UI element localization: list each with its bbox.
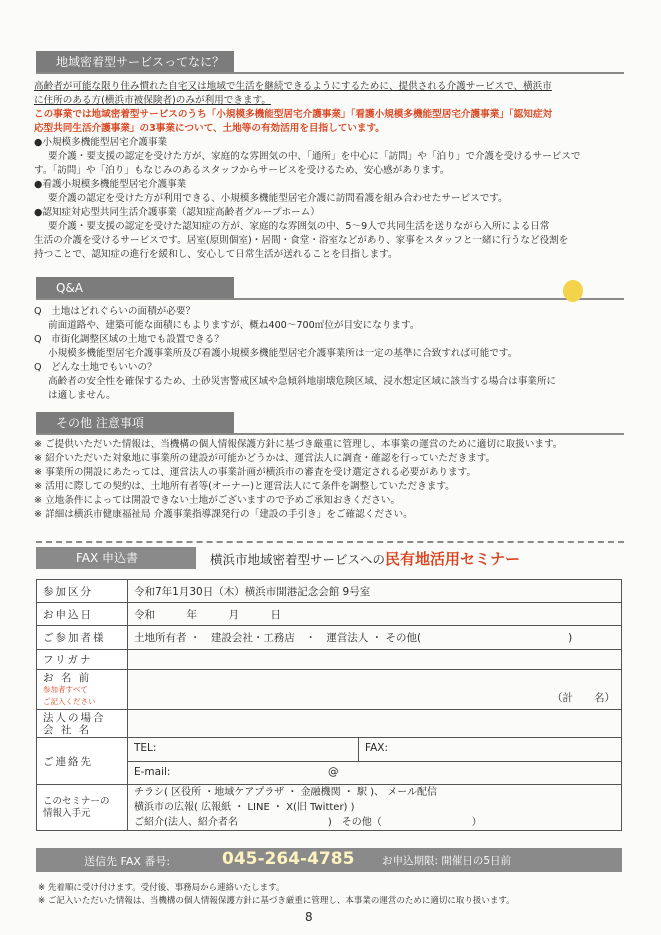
text-line: に住所のある方(横浜市被保険者)のみが利用できます。 [34,95,271,106]
lightbulb-icon [563,280,583,302]
value-kubun: 令和7年1月30日（木）横浜市開港記念会館 9号室 [128,580,622,603]
divider [36,433,624,435]
fax-form-subtitle [210,548,520,569]
text-line: 生活の介護を受けるサービスです。居室(原則個室)・居間・食堂・浴室などがあり、家事をスタッフと一緒に行うなど役割を [34,235,569,246]
text-line: ※ 活用に際しての契約は、土地所有者等(オーナー)と運営法人にて条件を調整していただきます。 [34,481,455,492]
text-line: 前面道路や、建築可能な面積にもよりますが、概ね400～700㎡位が目安になります。 [48,320,420,331]
contact-cell [128,738,622,785]
text-line: ●認知症対応型共同生活介護事業（認知症高齢者グループホーム） [34,207,320,218]
label-participant: ご参加者様 [37,626,128,650]
section-heading-notes: その他 注意事項 [36,412,234,434]
label-info-source: このセミナーの 情報入手元 [37,785,128,831]
text-line: は適しません。 [48,390,116,401]
text-line: ※ 詳細は横浜市健康福祉局 介護事業指導課発行の「建設の手引き」をご確認ください。 [34,509,413,520]
footnote: ※ 先着順に受け付けます。受付後、事務局から連絡いたします。 [38,883,285,893]
text-line: 要介護の認定を受けた方が利用できる、小規模多機能型居宅介護に訪問看護を組み合わせたサービスです。 [48,193,508,204]
text-line: Q 市街化調整区域の土地でも設置できる？ [34,334,224,345]
label-company: 法人の場合 会 社 名 [37,710,128,738]
participant-count: （計 名） [552,692,615,704]
divider [36,72,624,74]
text-line: ※ ご提供いただいた情報は、当機構の個人情報保護方針に基づき厳重に管理し、本事業の運営のために適切に取扱います。 [34,439,563,450]
application-form [36,579,622,831]
text-line: ※ 事業所の開設にあたっては、運営法人の事業計画が横浜市の審査を受け選定される必要があります。 [34,467,477,478]
name-note: 参加者すべて ご記入ください [43,684,96,706]
fax-number: 045-264-4785 [222,849,355,869]
text-line: 高齢者が可能な限り住み慣れた自宅又は地域で生活を継続できるようにするために、提供される介護サービスで、横浜市 [34,81,552,92]
text-line: ※ 立地条件によっては開設できない土地がございますので予めご承知おきください。 [34,495,401,506]
send-label: 送信先 FAX 番号: [84,855,171,868]
name-field[interactable] [128,670,622,710]
text-line: 応型共同生活介護事業」の3事業について、土地等の有効活用を目指しています。 [34,123,385,134]
section-heading-what: 地域密着型サービスってなに？ [36,51,234,73]
section-heading-qa: Q&A [36,277,234,299]
subtitle-prefix: 横浜市地域密着型サービスへの [210,552,386,567]
info-line: チラシ( 区役所 ・地域ケアプラザ ・ 金融機関 ・ 駅 )、 メール配信 [134,787,438,798]
text-line: 要介護・要支援の認定を受けた認知症の方が、家庭的な雰囲気の中、5～9人で共同生活を送りながら入所による日常 [48,221,550,232]
text-line: 高齢者の安全性を確保するため、土砂災害警戒区域や急傾斜地崩壊危険区域、浸水想定区域に該当する場合は事業所に [48,376,557,387]
text-line: この事業では地域密着型サービスのうち「小規模多機能型居宅介護事業」「看護小規模多機能型居宅介護事業」「認知症対 [34,109,553,120]
label-kubun: 参加区分 [37,580,128,603]
info-line: ご紹介(法人、紹介者名 ) その他（ ） [134,817,482,828]
email-field[interactable] [128,762,621,784]
text-line: ●小規模多機能型居宅介護事業 [34,137,168,148]
fax-field[interactable]: FAX: [358,738,621,761]
label-name [37,670,128,710]
fax-number-bar [36,848,622,872]
participant-type-options[interactable]: 土地所有者 ・ 建設会社・工務店 ・ 運営法人 ・ その他( ) [128,626,622,650]
footnote: ※ ご記入いただいた情報は、当機構の個人情報保護方針に基づき厳重に管理し、本事業の運営のために適切に取り扱います。 [38,896,515,906]
email-label: E-mail: [134,766,171,778]
email-at: @ [328,766,339,778]
cut-line [36,541,624,543]
page-number: 8 [305,910,313,924]
divider [36,298,624,300]
label-date: お申込日 [37,603,128,626]
section3-body [34,438,624,522]
text-line: Q どんな土地でもいいの？ [34,362,157,373]
subtitle-main: 民有地活用セミナー [385,550,521,568]
text-line: ●看護小規模多機能型居宅介護事業 [34,179,187,190]
name-label-text: お 名 前 [43,671,92,684]
text-line: ※ 紹介いただいた対象地に事業所の建設が可能かどうかは、運営法人に調査・確認を行っていただきます。 [34,453,496,464]
furigana-field[interactable] [128,650,622,670]
company-field[interactable] [128,710,622,738]
text-line: 持つことで、認知症の進行を緩和し、安心して日常生活が送れることを目指します。 [34,249,398,260]
date-field[interactable]: 令和 年 月 日 [128,603,622,626]
info-line: 横浜市の広報( 広報紙 ・ LINE ・ X(旧 Twitter) ) [134,802,355,813]
text-line: す。「訪問」や「泊り」もなじみのあるスタッフからサービスを受けるため、安心感があります。 [34,165,450,176]
label-contact: ご連絡先 [37,738,128,785]
section2-body [34,305,624,403]
section1-body [34,80,624,262]
text-line: Q 土地はどれぐらいの面積が必要？ [34,306,196,317]
fax-form-title: FAX 申込書 [36,547,196,569]
deadline: お申込期限: 開催日の5日前 [382,855,512,867]
info-source-options[interactable] [128,785,622,831]
tel-field[interactable]: TEL: [134,742,157,754]
text-line: 要介護・要支援の認定を受けた方が、家庭的な雰囲気の中、「通所」を中心に「訪問」や「泊り」で介護を受けるサービスで [48,151,581,162]
text-line: 小規模多機能型居宅介護事業所及び看護小規模多機能型居宅介護事業所は一定の基準に合致すれば可能です。 [48,348,518,359]
label-furigana: フリガナ [37,650,128,670]
